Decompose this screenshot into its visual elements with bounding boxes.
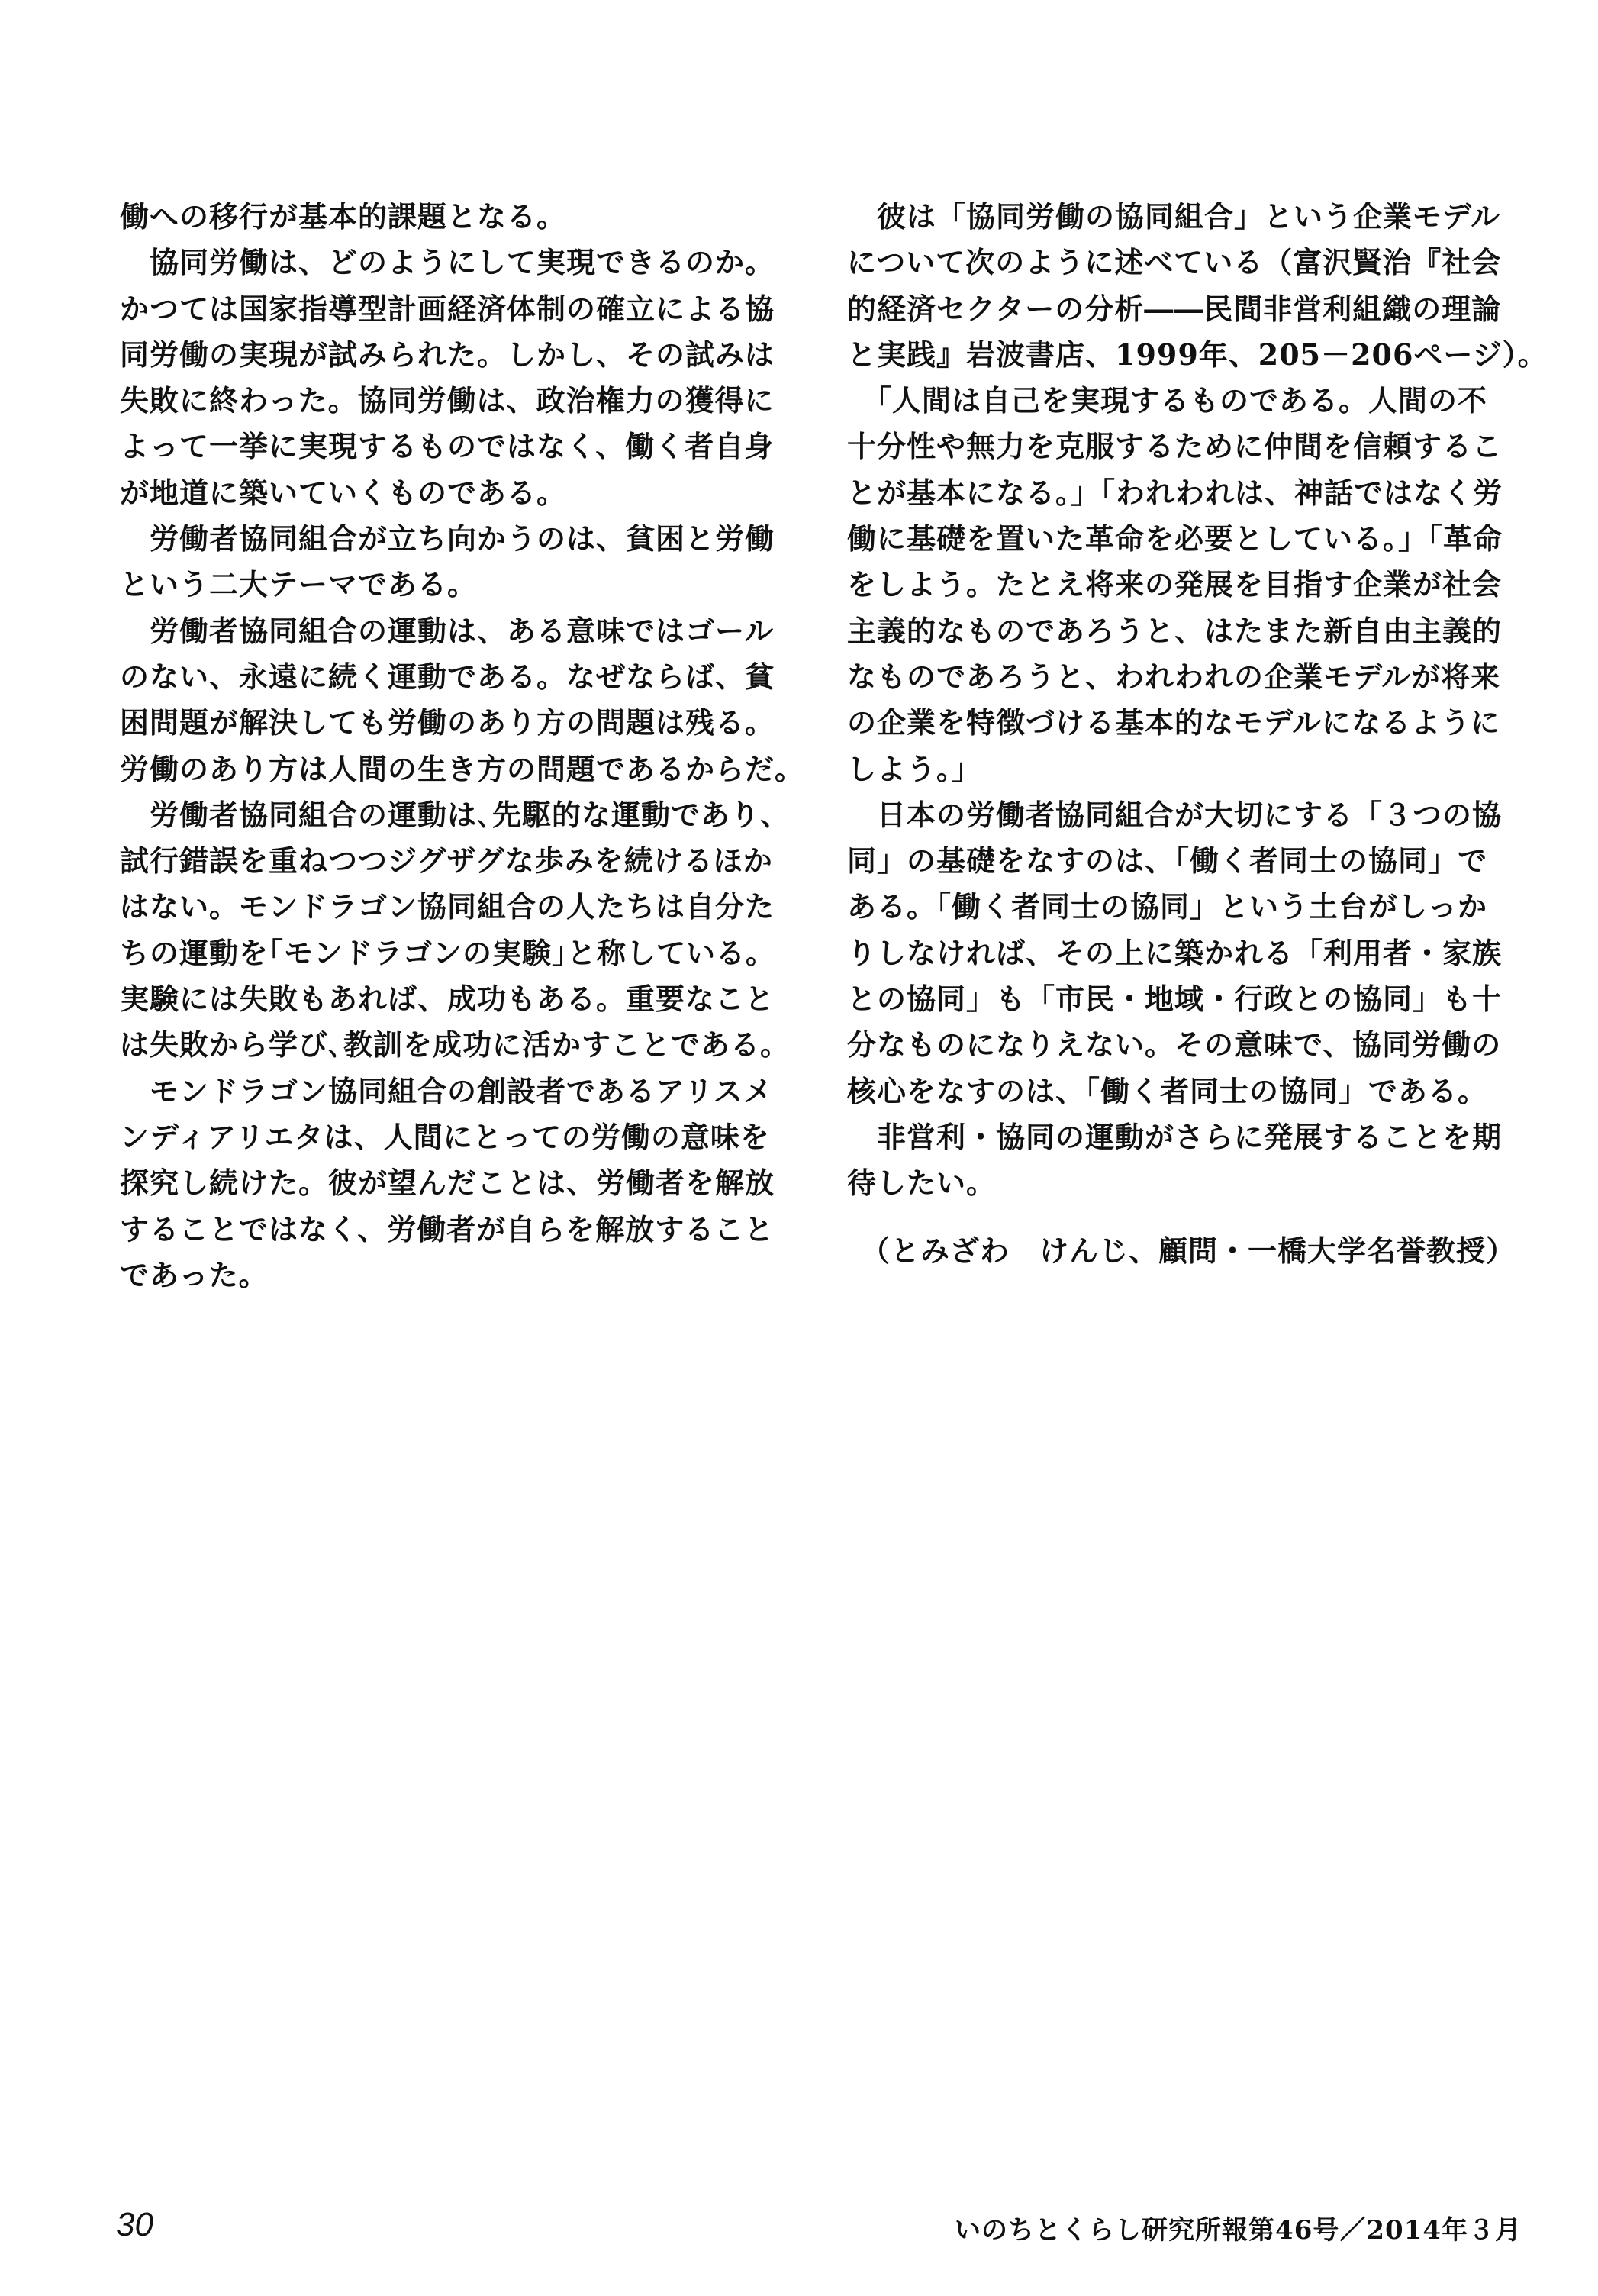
text-line: 労働者協同組合の運動は、ある意味ではゴール <box>120 613 775 648</box>
text-line: することではなく、労働者が自らを解放すること <box>120 1211 775 1246</box>
text-line: ちの運動を｢モンドラゴンの実験｣と称している。 <box>120 935 776 970</box>
text-line: 分なものになりえない。その意味で、協同労働の <box>847 1027 1502 1063</box>
text-line: 彼は「協同労働の協同組合」という企業モデル <box>847 199 1501 234</box>
text-line: りしなければ、その上に築かれる「利用者・家族 <box>847 935 1503 970</box>
text-line: 探究し続けた。彼が望んだことは、労働者を解放 <box>120 1166 775 1201</box>
text-line: 労働者協同組合の運動は､先駆的な運動であり、 <box>120 797 791 832</box>
text-line: とが基本になる。」「われわれは、神話ではなく労 <box>847 475 1503 510</box>
text-line: 非営利・協同の運動がさらに発展することを期 <box>847 1119 1503 1154</box>
text-line: という二大テーマである。 <box>120 567 478 602</box>
text-line: 核心をなすのは、「働く者同士の協同」である。 <box>847 1073 1488 1108</box>
author-byline: （とみざわ けんじ、顧問・一橋大学名誉教授） <box>861 1233 1516 1268</box>
text-line: と実践』岩波書店、1999年、205－206ページ）。 <box>847 337 1548 372</box>
text-line: しよう。」 <box>847 751 982 786</box>
text-line: 失敗に終わった。協同労働は、政治権力の獲得に <box>120 383 775 418</box>
text-line: 試行錯誤を重ねつつジグザグな歩みを続けるほか <box>120 843 773 879</box>
text-line: は失敗から学び､教訓を成功に活かすことである。 <box>120 1027 791 1063</box>
text-line: 十分性や無力を克服するために仲間を信頼するこ <box>847 429 1503 464</box>
text-line: のない、永遠に続く運動である。なぜならば、貧 <box>120 659 775 694</box>
text-line: 実験には失敗もあれば、成功もある。重要なこと <box>120 982 775 1017</box>
left-column <box>120 194 807 1298</box>
text-line: ンディアリエタは、人間にとっての労働の意味を <box>120 1119 770 1154</box>
text-line: が地道に築いていくものである。 <box>120 475 567 510</box>
text-line: モンドラゴン協同組合の創設者であるアリスメ <box>120 1073 773 1108</box>
text-line: をしよう。たとえ将来の発展を目指す企業が社会 <box>847 567 1503 602</box>
text-line: 「人間は自己を実現するものである。人間の不 <box>847 383 1488 418</box>
text-line: ある。「働く者同士の協同」という土台がしっか <box>847 889 1488 924</box>
text-line: 困問題が解決しても労働のあり方の問題は残る。 <box>120 705 775 740</box>
text-line: 待したい。 <box>847 1166 997 1201</box>
text-line: 働に基礎を置いた革命を必要としている。」「革命 <box>847 521 1503 556</box>
text-line: 的経済セクターの分析――民間非営利組織の理論 <box>847 291 1502 326</box>
journal-info: いのちとくらし研究所報第46号／2014年３月 <box>955 2215 1522 2246</box>
text-line: 労働のあり方は人間の生き方の問題であるからだ。 <box>120 751 805 786</box>
text-line: はない。モンドラゴン協同組合の人たちは自分た <box>120 889 775 924</box>
text-line: 協同労働は、どのようにして実現できるのか。 <box>120 245 775 280</box>
text-line: 同」の基礎をなすのは、「働く者同士の協同」で <box>847 843 1488 879</box>
right-column <box>847 194 1548 1274</box>
text-line: であった。 <box>120 1257 269 1292</box>
text-line: の企業を特徴づける基本的なモデルになるように <box>847 705 1501 740</box>
text-line: について次のように述べている（富沢賢治『社会 <box>847 245 1502 280</box>
text-line: なものであろうと、われわれの企業モデルが将来 <box>847 659 1501 694</box>
page-number: 30 <box>116 2206 153 2243</box>
text-line: よって一挙に実現するものではなく、働く者自身 <box>120 429 775 464</box>
text-line: 同労働の実現が試みられた。しかし、その試みは <box>120 337 775 372</box>
text-line: 日本の労働者協同組合が大切にする「３つの協 <box>847 797 1503 832</box>
text-line: 主義的なものであろうと、はたまた新自由主義的 <box>847 613 1503 648</box>
text-line: との協同」も「市民・地域・行政との協同」も十 <box>847 982 1503 1017</box>
text-line: 働への移行が基本的課題となる。 <box>120 199 567 234</box>
text-line: 労働者協同組合が立ち向かうのは、貧困と労働 <box>120 521 775 556</box>
text-line: かつては国家指導型計画経済体制の確立による協 <box>120 291 775 326</box>
